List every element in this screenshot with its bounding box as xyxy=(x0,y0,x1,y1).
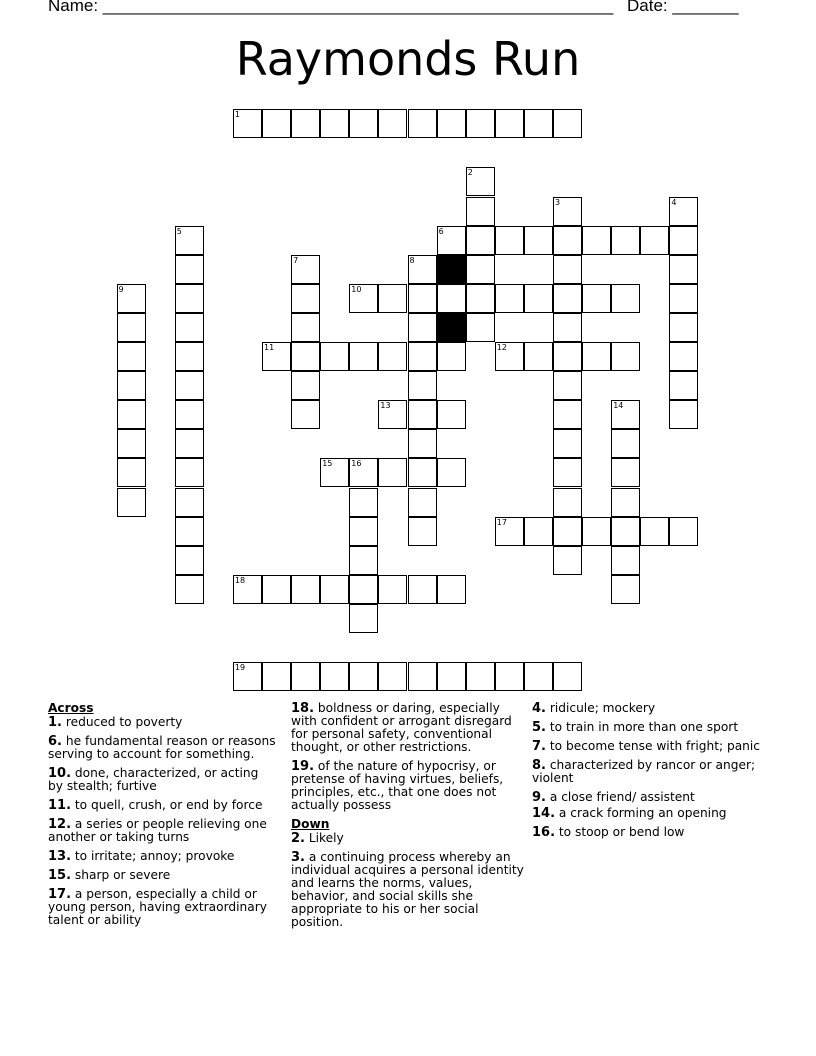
grid-cell[interactable] xyxy=(495,226,524,255)
grid-cell[interactable] xyxy=(437,226,466,255)
grid-cell[interactable] xyxy=(262,342,291,371)
black-cell xyxy=(437,313,466,342)
grid-cell[interactable] xyxy=(466,197,495,226)
clue-down-5: 5. to train in more than one sport xyxy=(532,720,739,735)
grid-cell[interactable] xyxy=(349,662,378,691)
grid-cell[interactable] xyxy=(669,342,698,371)
grid-cell[interactable] xyxy=(553,662,582,691)
grid-cell[interactable] xyxy=(175,488,204,517)
grid-cell[interactable] xyxy=(175,313,204,342)
grid-cell[interactable] xyxy=(437,342,466,371)
grid-cell[interactable] xyxy=(378,400,407,429)
clue-number: 8 xyxy=(409,255,415,265)
grid-cell[interactable] xyxy=(582,226,611,255)
grid-cell[interactable] xyxy=(291,313,320,342)
grid-cell[interactable] xyxy=(175,458,204,487)
grid-cell[interactable] xyxy=(437,109,466,138)
grid-cell[interactable] xyxy=(291,371,320,400)
grid-cell[interactable] xyxy=(640,226,669,255)
grid-cell[interactable] xyxy=(117,342,146,371)
grid-cell[interactable] xyxy=(291,575,320,604)
grid-cell[interactable] xyxy=(408,371,437,400)
clue-number: 13 xyxy=(380,401,391,411)
grid-cell[interactable] xyxy=(233,662,262,691)
grid-cell[interactable] xyxy=(117,429,146,458)
grid-cell[interactable] xyxy=(408,400,437,429)
clue-number: 15 xyxy=(322,459,333,469)
grid-cell[interactable] xyxy=(553,109,582,138)
grid-cell[interactable] xyxy=(611,458,640,487)
clue-down-4: 4. ridicule; mockery xyxy=(532,701,656,716)
clue-number: 11 xyxy=(264,343,275,352)
across-heading: Across xyxy=(48,701,94,715)
grid-cell[interactable] xyxy=(524,284,553,313)
grid-cell[interactable] xyxy=(349,109,378,138)
grid-cell[interactable] xyxy=(524,109,553,138)
grid-cell[interactable] xyxy=(669,197,698,226)
grid-cell[interactable] xyxy=(437,458,466,487)
grid-cell[interactable] xyxy=(495,284,524,313)
page-title: Raymonds Run xyxy=(235,32,581,86)
clue-across-1: 1. reduced to poverty xyxy=(48,715,183,730)
grid-cell[interactable] xyxy=(349,575,378,604)
grid-cell[interactable] xyxy=(378,662,407,691)
clue-number: 18 xyxy=(234,575,246,585)
clue-number: 2 xyxy=(467,168,473,178)
grid-cell[interactable] xyxy=(291,662,320,691)
name-field[interactable]: Name: ______________________________________________________ xyxy=(48,0,614,15)
clues-column-2 xyxy=(291,702,527,935)
clue-down-16: 16. to stoop or bend low xyxy=(532,825,685,840)
grid-cell[interactable] xyxy=(466,284,495,313)
grid-cell[interactable] xyxy=(437,575,466,604)
grid-cell[interactable] xyxy=(466,255,495,284)
grid-cell[interactable] xyxy=(175,546,204,575)
grid-cell[interactable] xyxy=(175,226,204,255)
grid-cell[interactable] xyxy=(291,400,320,429)
grid-cell[interactable] xyxy=(553,371,582,400)
grid-cell[interactable] xyxy=(437,662,466,691)
grid-cell[interactable] xyxy=(669,400,698,429)
grid-cell[interactable] xyxy=(524,662,553,691)
grid-cell[interactable] xyxy=(466,109,495,138)
clue-number: 6 xyxy=(438,226,444,236)
grid-cell[interactable] xyxy=(408,342,437,371)
date-field[interactable]: Date: _______ xyxy=(627,0,739,15)
grid-cell[interactable] xyxy=(611,517,640,546)
grid-cell[interactable] xyxy=(611,488,640,517)
clue-across-11: 11. to quell, crush, or end by force xyxy=(48,798,263,813)
grid-cell[interactable] xyxy=(611,429,640,458)
grid-cell[interactable] xyxy=(408,662,437,691)
grid-cell[interactable] xyxy=(408,109,437,138)
grid-cell[interactable] xyxy=(117,400,146,429)
grid-cell[interactable] xyxy=(117,284,146,313)
grid-cell[interactable] xyxy=(553,313,582,342)
grid-cell[interactable] xyxy=(175,342,204,371)
grid-cell[interactable] xyxy=(495,517,524,546)
grid-cell[interactable] xyxy=(611,400,640,429)
grid-cell[interactable] xyxy=(175,429,204,458)
clues-column-3 xyxy=(532,702,772,845)
grid-cell[interactable] xyxy=(495,109,524,138)
grid-cell[interactable] xyxy=(466,662,495,691)
grid-cell[interactable] xyxy=(582,342,611,371)
clue-down-7: 7. to become tense with fright; panic xyxy=(532,739,760,754)
grid-cell[interactable] xyxy=(495,662,524,691)
grid-cell[interactable] xyxy=(669,371,698,400)
grid-cell[interactable] xyxy=(495,342,524,371)
clue-across-10: 10. done, characterized, or acting by stealth; furtive xyxy=(48,766,259,793)
clue-down-8: 8. characterized by rancor or anger; violent xyxy=(532,758,756,785)
grid-cell[interactable] xyxy=(291,284,320,313)
grid-cell[interactable] xyxy=(553,197,582,226)
grid-cell[interactable] xyxy=(320,662,349,691)
grid-cell[interactable] xyxy=(611,284,640,313)
grid-cell[interactable] xyxy=(582,517,611,546)
grid-cell[interactable] xyxy=(349,342,378,371)
grid-cell[interactable] xyxy=(408,517,437,546)
grid-cell[interactable] xyxy=(408,429,437,458)
grid-cell[interactable] xyxy=(437,400,466,429)
clue-number: 9 xyxy=(118,284,124,294)
grid-cell[interactable] xyxy=(175,517,204,546)
grid-cell[interactable] xyxy=(408,575,437,604)
grid-cell[interactable] xyxy=(640,517,669,546)
clue-across-17: 17. a person, especially a child or young person, having extraordinary talent or ability xyxy=(48,887,267,927)
grid-cell[interactable] xyxy=(466,167,495,196)
grid-cell[interactable] xyxy=(611,342,640,371)
grid-cell[interactable] xyxy=(320,109,349,138)
grid-cell[interactable] xyxy=(669,313,698,342)
grid-cell[interactable] xyxy=(553,458,582,487)
grid-cell[interactable] xyxy=(669,517,698,546)
grid-cell[interactable] xyxy=(553,400,582,429)
clue-down-3: 3. a continuing process whereby an individual acquires a personal identity and learns the norms, values, behavior, and social skills she appropriate to his or her social position. xyxy=(291,850,524,929)
grid-cell[interactable] xyxy=(466,313,495,342)
grid-cell[interactable] xyxy=(553,255,582,284)
grid-cell[interactable] xyxy=(175,371,204,400)
clue-down-14: 14. a crack forming an opening xyxy=(532,806,727,821)
clue-number: 1 xyxy=(234,110,240,120)
grid-cell[interactable] xyxy=(553,429,582,458)
clue-across-12: 12. a series or people relieving one another or taking turns xyxy=(48,817,267,844)
grid-cell[interactable] xyxy=(349,546,378,575)
grid-cell[interactable] xyxy=(233,575,262,604)
clues-column-1 xyxy=(48,702,276,933)
grid-cell[interactable] xyxy=(320,575,349,604)
grid-cell[interactable] xyxy=(349,458,378,487)
grid-cell[interactable] xyxy=(117,488,146,517)
grid-cell[interactable] xyxy=(262,575,291,604)
grid-cell[interactable] xyxy=(408,255,437,284)
grid-cell[interactable] xyxy=(291,109,320,138)
grid-cell[interactable] xyxy=(669,255,698,284)
grid-cell[interactable] xyxy=(320,458,349,487)
grid-cell[interactable] xyxy=(291,255,320,284)
clue-down-9: 9. a close friend/ assistent xyxy=(532,790,695,805)
grid-cell[interactable] xyxy=(378,342,407,371)
clue-number: 7 xyxy=(293,255,299,265)
grid-cell[interactable] xyxy=(378,284,407,313)
grid-cell[interactable] xyxy=(553,342,582,371)
clue-number: 19 xyxy=(234,663,246,673)
grid-cell[interactable] xyxy=(378,575,407,604)
clue-across-13: 13. to irritate; annoy; provoke xyxy=(48,849,235,864)
grid-cell[interactable] xyxy=(611,226,640,255)
grid-cell[interactable] xyxy=(669,284,698,313)
clue-number: 5 xyxy=(176,226,182,236)
clue-across-15: 15. sharp or severe xyxy=(48,868,171,883)
clue-number: 17 xyxy=(496,517,507,527)
clue-number: 14 xyxy=(613,401,624,411)
grid-cell[interactable] xyxy=(553,226,582,255)
grid-cell[interactable] xyxy=(378,109,407,138)
grid-cell[interactable] xyxy=(233,109,262,138)
black-cell xyxy=(437,255,466,284)
clue-number: 4 xyxy=(671,197,677,207)
grid-cell[interactable] xyxy=(524,226,553,255)
grid-cell[interactable] xyxy=(553,284,582,313)
clue-down-2: 2. Likely xyxy=(291,831,344,846)
grid-cell[interactable] xyxy=(117,458,146,487)
grid-cell[interactable] xyxy=(553,488,582,517)
clue-number: 3 xyxy=(555,197,561,207)
grid-cell[interactable] xyxy=(349,284,378,313)
clue-number: 10 xyxy=(351,284,362,294)
grid-cell[interactable] xyxy=(175,284,204,313)
grid-cell[interactable] xyxy=(553,517,582,546)
grid-cell[interactable] xyxy=(408,488,437,517)
grid-cell[interactable] xyxy=(408,313,437,342)
grid-cell[interactable] xyxy=(320,342,349,371)
grid-cell[interactable] xyxy=(408,284,437,313)
grid-cell[interactable] xyxy=(175,255,204,284)
grid-cell[interactable] xyxy=(524,342,553,371)
grid-cell[interactable] xyxy=(262,662,291,691)
clue-number: 12 xyxy=(496,343,507,352)
grid-cell[interactable] xyxy=(349,517,378,546)
grid-cell[interactable] xyxy=(378,458,407,487)
clue-across-19: 19. of the nature of hypocrisy, or pretense of having virtues, beliefs, principles, etc., that one does not actually possess xyxy=(291,759,504,812)
clue-across-18: 18. boldness or daring, especially with confident or arrogant disregard for personal safety, conventional thought, or other restrictions. xyxy=(291,701,512,754)
clue-number: 16 xyxy=(351,459,362,469)
grid-cell[interactable] xyxy=(582,284,611,313)
grid-cell[interactable] xyxy=(437,284,466,313)
grid-cell[interactable] xyxy=(117,371,146,400)
grid-cell[interactable] xyxy=(349,488,378,517)
grid-cell[interactable] xyxy=(117,313,146,342)
grid-cell[interactable] xyxy=(669,226,698,255)
grid-cell[interactable] xyxy=(349,604,378,633)
grid-cell[interactable] xyxy=(524,517,553,546)
grid-cell[interactable] xyxy=(611,575,640,604)
grid-cell[interactable] xyxy=(175,575,204,604)
down-heading: Down xyxy=(291,817,330,831)
grid-cell[interactable] xyxy=(262,109,291,138)
grid-cell[interactable] xyxy=(291,342,320,371)
grid-cell[interactable] xyxy=(408,458,437,487)
grid-cell[interactable] xyxy=(175,400,204,429)
grid-cell[interactable] xyxy=(466,226,495,255)
grid-cell[interactable] xyxy=(553,546,582,575)
clue-across-6: 6. he fundamental reason or reasons serving to account for something. xyxy=(48,734,276,761)
grid-cell[interactable] xyxy=(611,546,640,575)
